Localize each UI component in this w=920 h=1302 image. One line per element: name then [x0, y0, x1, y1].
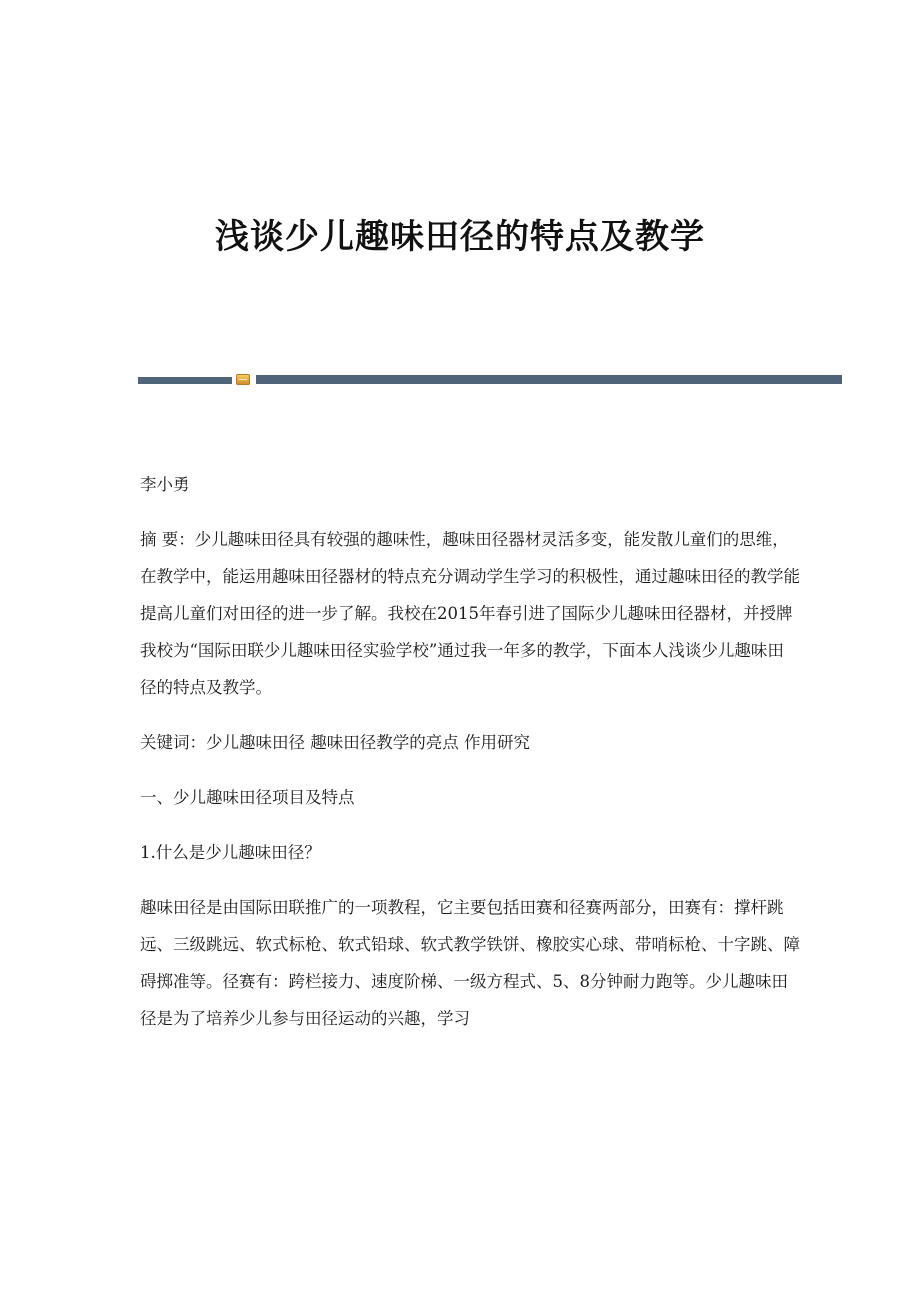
- abstract-paragraph: [140, 521, 800, 706]
- author-name: 李小勇: [140, 475, 190, 494]
- document-body: [140, 466, 800, 1037]
- title-divider: [138, 374, 842, 386]
- document-title: 浅谈少儿趣味田径的特点及教学: [215, 217, 705, 257]
- abstract-label: 摘 要：: [140, 530, 195, 549]
- divider-emblem-icon: [236, 374, 250, 385]
- section-heading: 一、少儿趣味田径项目及特点: [140, 788, 355, 807]
- subsection-heading: 1.什么是少儿趣味田径？: [140, 843, 321, 862]
- divider-bar-left: [138, 377, 232, 384]
- divider-bar-right: [256, 375, 842, 384]
- abstract-text: 少儿趣味田径具有较强的趣味性，趣味田径器材灵活多变，能发散儿童们的思维，在教学中，能运用趣味田径器材的特点充分调动学生学习的积极性，通过趣味田径的教学能提高儿童们对田径的进一步了解。我校在2015年春引进了国际少儿趣味田径器材，并授牌我校为“国际田联少儿趣味田径实验学校”通过我一年多的教学，下面本人浅谈少儿趣味田径的特点及教学。: [140, 530, 800, 697]
- body-paragraph: 趣味田径是由国际田联推广的一项教程，它主要包括田赛和径赛两部分，田赛有：撑杆跳远、三级跳远、软式标枪、软式铅球、软式教学铁饼、橡胶实心球、带哨标枪、十字跳、障碍掷准等。径赛有：跨栏接力、速度阶梯、一级方程式、5、8分钟耐力跑等。少儿趣味田径是为了培养少儿参与田径运动的兴趣，学习: [140, 898, 800, 1028]
- keywords-line: 关键词：少儿趣味田径 趣味田径教学的亮点 作用研究: [140, 733, 530, 752]
